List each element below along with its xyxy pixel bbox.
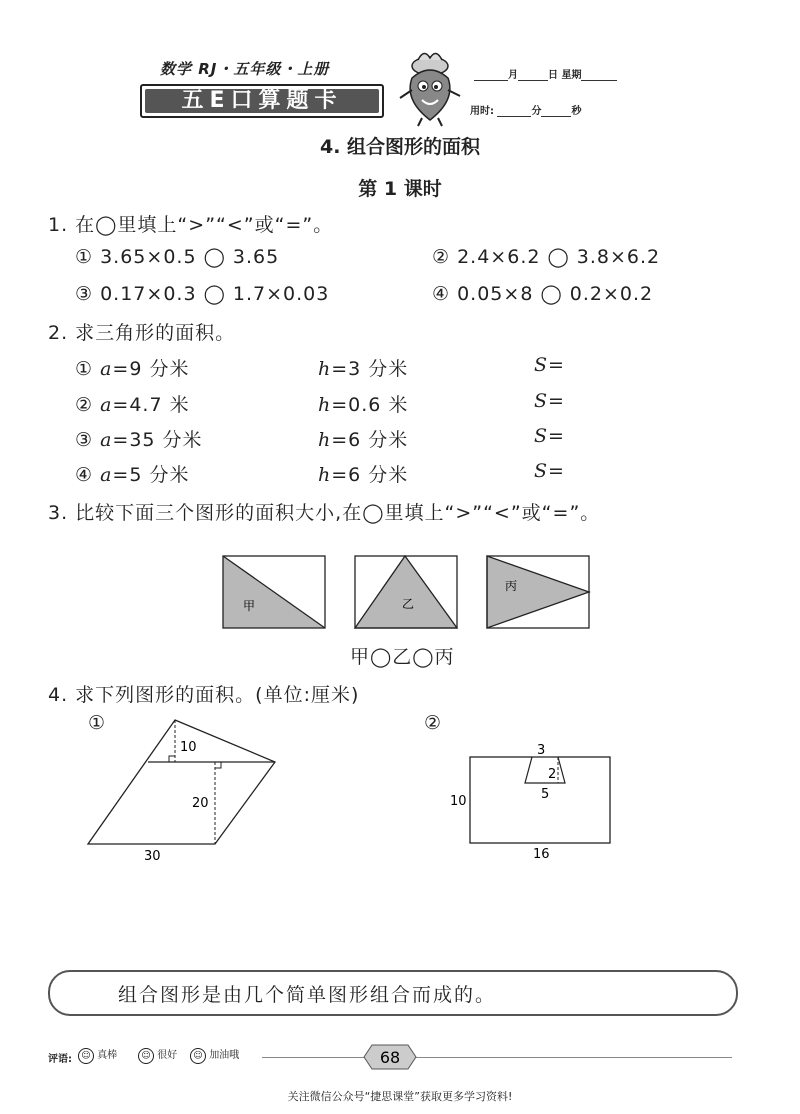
face-cheer-icon: ☺ [190, 1048, 206, 1064]
label-bing: 丙 [505, 579, 518, 593]
q2-row-4-a: ④ a=5 分米 [75, 464, 190, 486]
lesson-title: 第 1 课时 [358, 178, 442, 200]
fig2-top: 3 [537, 743, 546, 758]
figure-yi [355, 556, 457, 628]
q2-row-1-a: ① a=9 分米 [75, 358, 190, 380]
q1-item-2: ② 2.4×6.2 ◯ 3.8×6.2 [432, 246, 661, 268]
q2-row-1-s: S= [534, 354, 565, 376]
q2-row-2-a: ② a=4.7 米 [75, 394, 190, 416]
q4-figure-1 [80, 712, 290, 872]
face-great-icon: ☺ [78, 1048, 94, 1064]
time-line: 用时: 分 秒 [470, 106, 582, 117]
q3-compare: 甲◯乙◯丙 [350, 646, 455, 668]
eval-option-1: ☺ 真棒 [78, 1046, 117, 1064]
q1-item-1: ① 3.65×0.5 ◯ 3.65 [75, 246, 280, 268]
fig2-side: 10 [450, 794, 467, 809]
eval-option-3: ☺ 加油哦 [190, 1046, 239, 1064]
face-good-icon: ☺ [138, 1048, 154, 1064]
label-jia: 甲 [243, 599, 256, 613]
fig2-base: 16 [533, 847, 550, 862]
q4-figure-2 [445, 740, 625, 865]
q1-prompt: 1. 在◯里填上“>”“<”或“=”。 [48, 214, 334, 236]
q1-item-4: ④ 0.05×8 ◯ 0.2×0.2 [432, 283, 654, 305]
q4-fig2-num: ② [424, 712, 443, 734]
q2-prompt: 2. 求三角形的面积。 [48, 322, 236, 344]
q2-row-3-a: ③ a=35 分米 [75, 429, 203, 451]
eval-label: 评语: [48, 1054, 72, 1065]
page-badge [360, 1042, 420, 1072]
fig1-base: 30 [144, 849, 161, 864]
q4-fig1-num: ① [88, 712, 107, 734]
fig1-h-top: 10 [180, 740, 197, 755]
q2-row-1-h: h=3 分米 [318, 358, 409, 380]
fig2-bottom-small: 5 [541, 787, 550, 802]
q2-row-2-h: h=0.6 米 [318, 394, 409, 416]
section-title: 4. 组合图形的面积 [319, 136, 481, 158]
fig1-h-bottom: 20 [192, 796, 209, 811]
footer-rule [262, 1057, 732, 1058]
figure-jia [223, 556, 325, 628]
q2-row-4-h: h=6 分米 [318, 464, 409, 486]
book-subtitle: 数学 RJ・五年级・上册 [160, 60, 330, 78]
q2-row-4-s: S= [534, 460, 565, 482]
label-yi: 乙 [402, 597, 415, 611]
q3-figures [215, 548, 595, 638]
figure-bing [487, 556, 589, 628]
tip-text: 组合图形是由几个简单图形组合而成的。 [118, 984, 497, 1006]
q4-prompt: 4. 求下列图形的面积。(单位:厘米) [48, 684, 360, 706]
q2-row-3-s: S= [534, 425, 565, 447]
q2-row-2-s: S= [534, 390, 565, 412]
q3-prompt: 3. 比较下面三个图形的面积大小,在◯里填上“>”“<”或“=”。 [48, 502, 601, 524]
q1-item-3: ③ 0.17×0.3 ◯ 1.7×0.03 [75, 283, 330, 305]
q2-row-3-h: h=6 分米 [318, 429, 409, 451]
fig2-height-small: 2 [548, 767, 557, 782]
page-number: 68 [379, 1048, 401, 1067]
date-line: 月 日 星期 [474, 66, 617, 81]
footer-promo: 关注微信公众号“捷思课堂”获取更多学习资料! [287, 1090, 513, 1103]
eval-option-2: ☺ 很好 [138, 1046, 177, 1064]
brand-title: 五E口算题卡 [145, 89, 379, 113]
brand-banner [140, 84, 384, 118]
mascot-icon [392, 48, 472, 128]
